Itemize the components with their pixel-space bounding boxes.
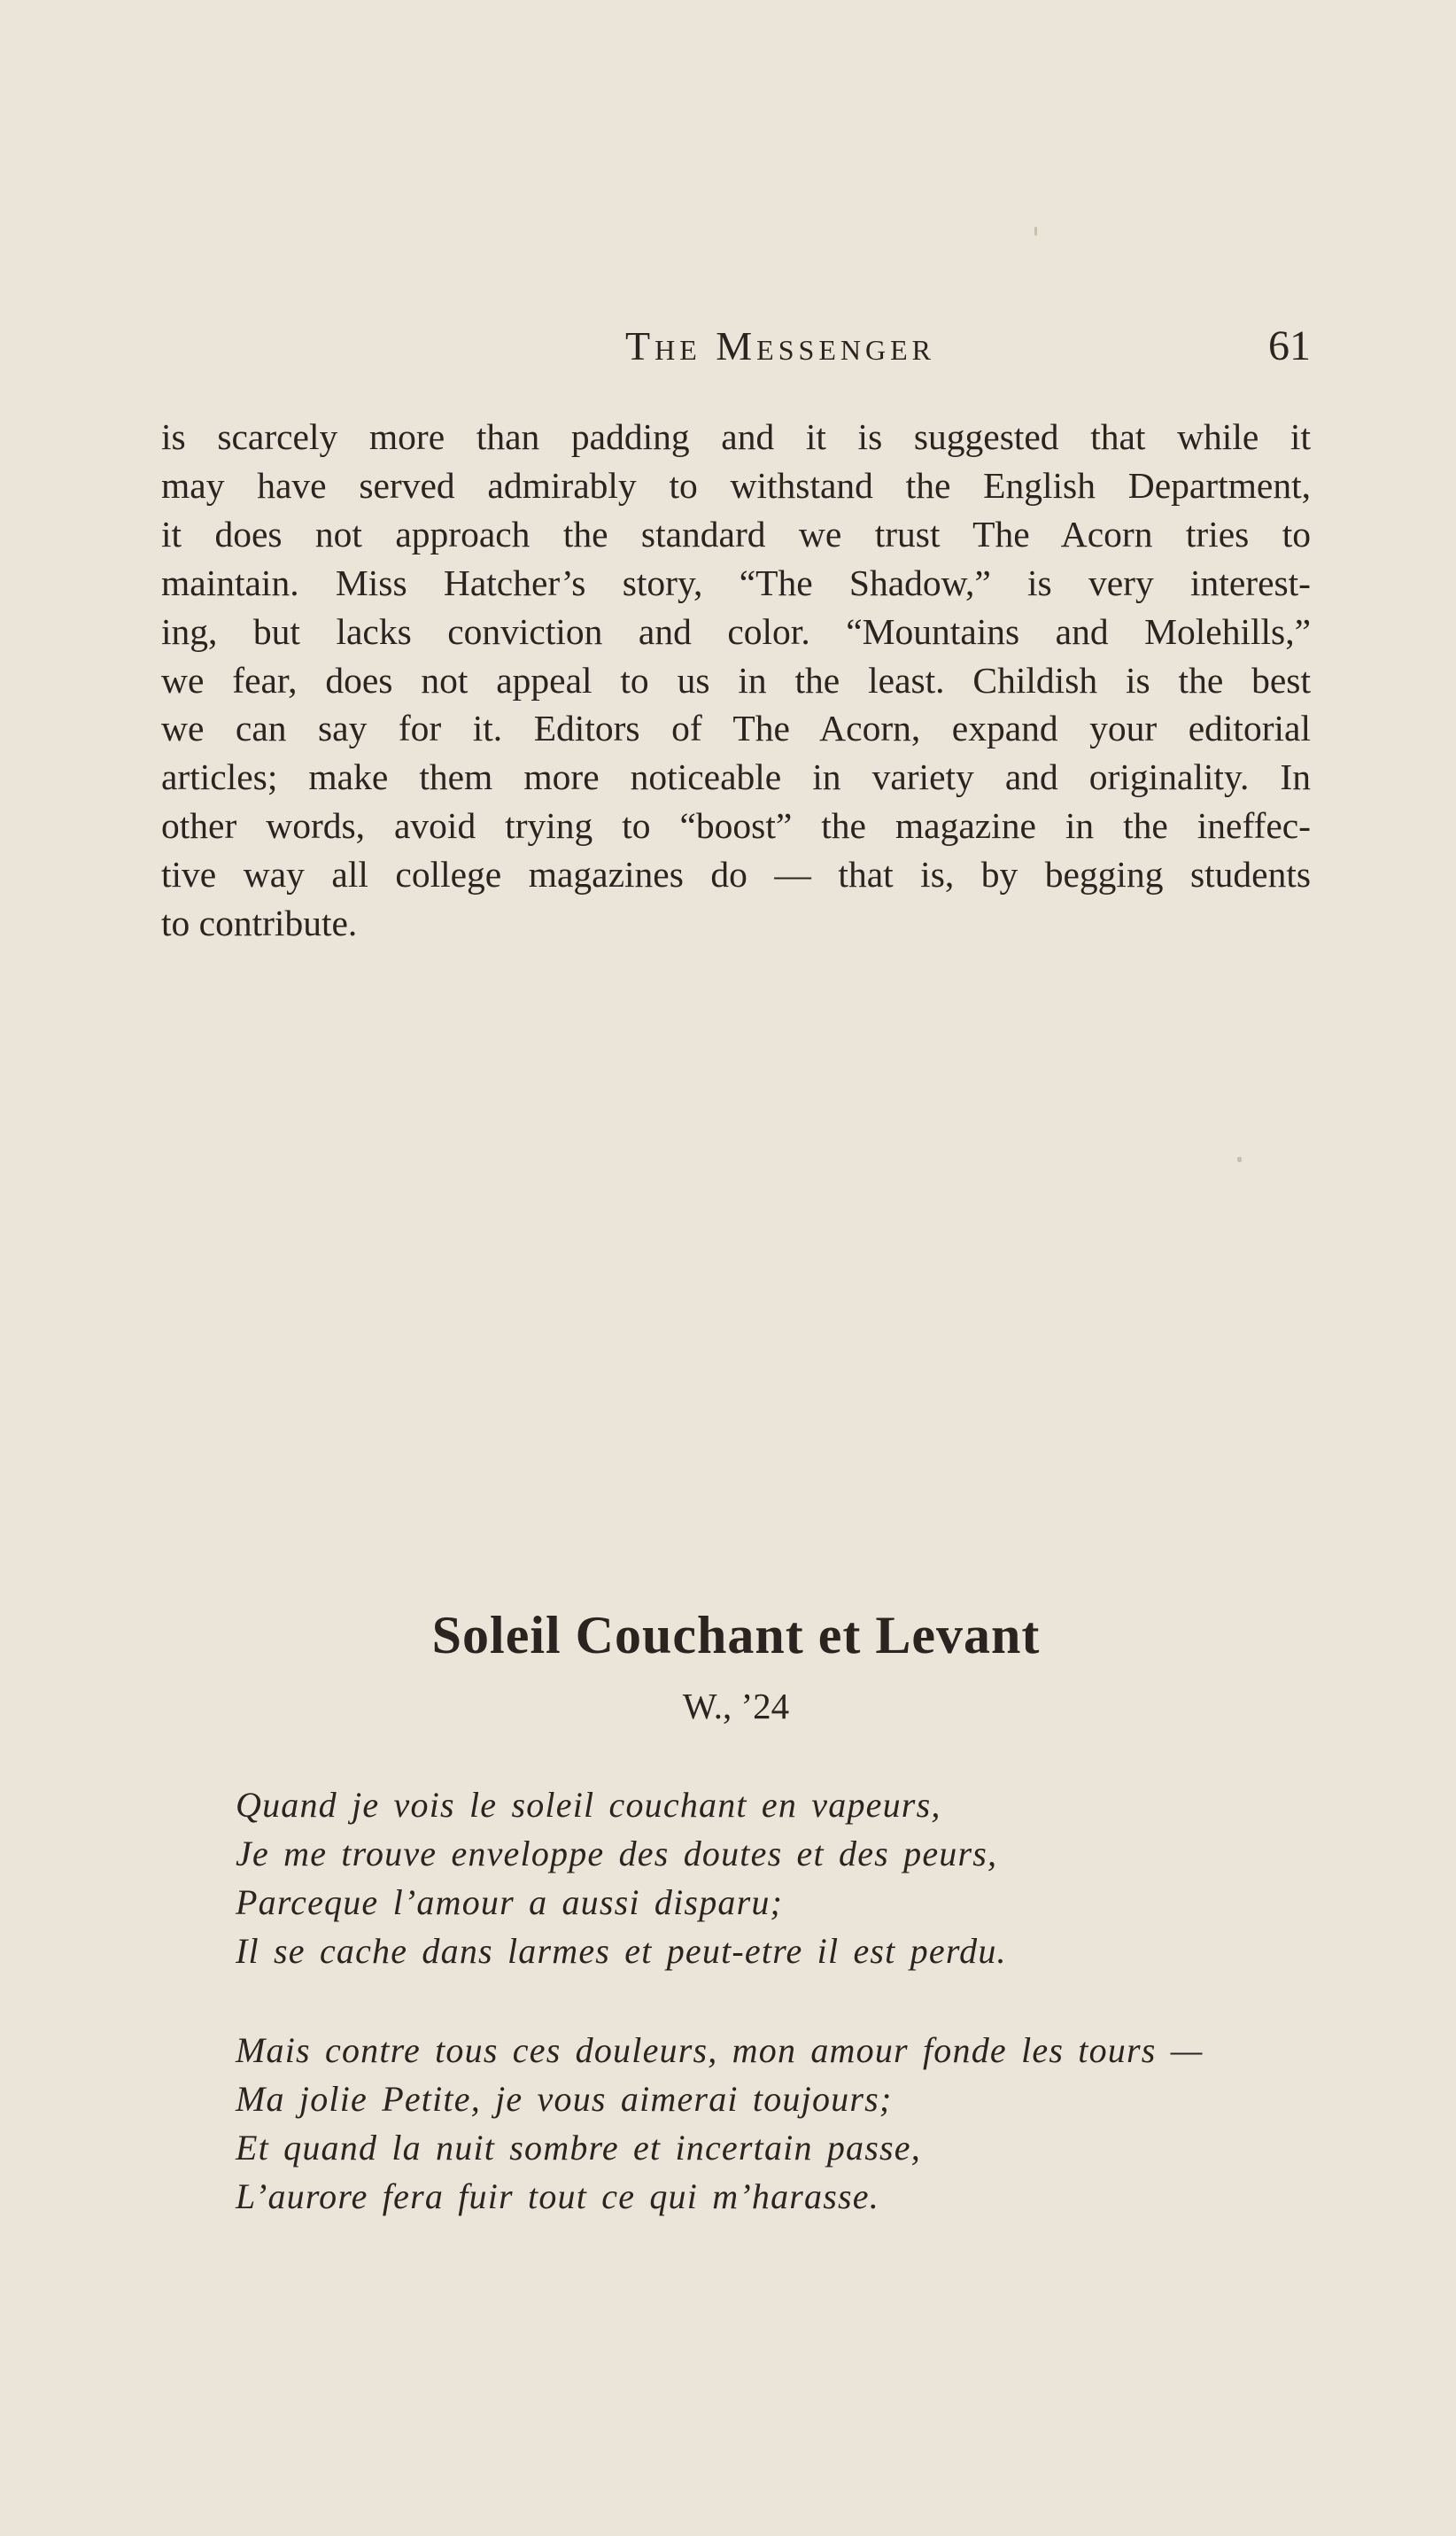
text-line: we can say for it. Editors of The Acorn, expand your editorial: [161, 708, 1311, 749]
text-line: other words, avoid trying to “boost” the magazine in the ineffec-: [161, 805, 1311, 847]
text-line: tive way all college magazines do — that is, by begging students: [161, 854, 1311, 896]
text-line: we fear, does not appeal to us in the least. Childish is the best: [161, 659, 1311, 701]
page-number: 61: [1268, 322, 1311, 369]
poem-verse: Parceque l’amour a aussi disparu;: [236, 1882, 784, 1922]
poem-verse: Je me trouve enveloppe des doutes et des peurs,: [236, 1834, 998, 1873]
running-head: [161, 315, 1311, 377]
running-title: The Messenger: [625, 323, 935, 368]
text-line: maintain. Miss Hatcher’s story, “The Shadow,” is very interest-: [161, 562, 1311, 603]
text-line: to contribute.: [161, 903, 358, 944]
poem-stanza-1: [236, 1780, 1316, 1975]
poem-author: W., ’24: [682, 1686, 790, 1726]
text-line: is scarcely more than padding and it is suggested that while it: [161, 416, 1311, 457]
paper-fleck: [1034, 227, 1037, 236]
poem-verse: Ma jolie Petite, je vous aimerai toujours;: [236, 2079, 893, 2119]
text-line: may have served admirably to withstand the English Department,: [161, 464, 1311, 506]
body-paragraph: [161, 413, 1311, 948]
poem-verse: Il se cache dans larmes et peut-etre il est perdu.: [236, 1931, 1007, 1971]
text-line: articles; make them more noticeable in variety and originality. In: [161, 756, 1311, 798]
paper-fleck: [1237, 1157, 1242, 1162]
text-line: it does not approach the standard we trust The Acorn tries to: [161, 513, 1311, 555]
poem-verse: Quand je vois le soleil couchant en vapeurs,: [236, 1785, 941, 1825]
poem-verse: L’aurore fera fuir tout ce qui m’harasse.: [236, 2176, 879, 2216]
poem-verse: Et quand la nuit sombre et incertain passe,: [236, 2128, 921, 2168]
poem-stanza-2: [236, 2026, 1316, 2221]
text-line: ing, but lacks conviction and color. “Mountains and Molehills,”: [161, 610, 1311, 652]
poem-verse: Mais contre tous ces douleurs, mon amour fonde les tours —: [236, 2030, 1204, 2070]
poem-title: Soleil Couchant et Levant: [431, 1606, 1041, 1664]
